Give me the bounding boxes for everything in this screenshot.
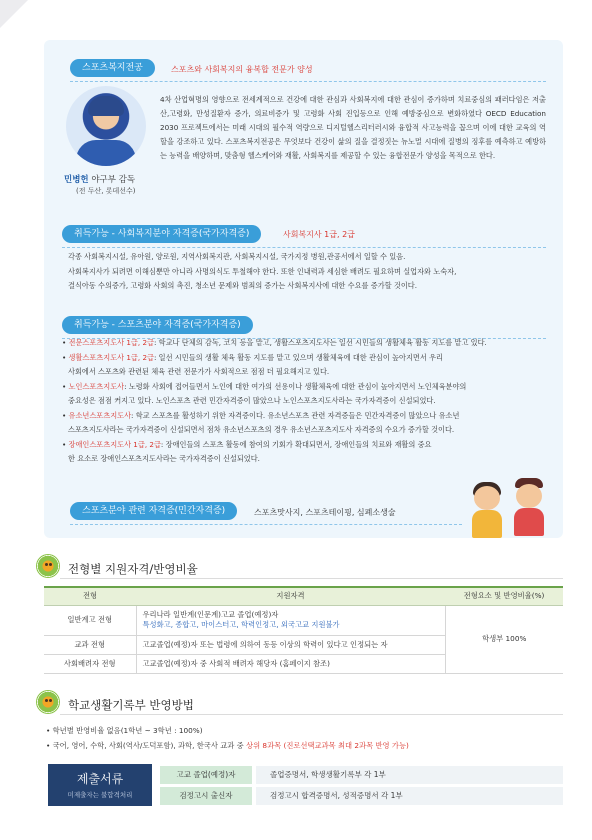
cert-item: • 생활스포츠지도사 1급, 2급: 일선 시민들의 생활 체육 활동 지도를 맡고 있으며 생활체육에 대한 관심이 높아지면서 우리 [62,352,443,362]
major-description: 4차 산업혁명의 영향으로 전세계적으로 건강에 대한 관심과 사회복지에 대한 관심이 증가하며 치료중심의 패러다임은 저출산,고령화, 만성질환자 증가, 의료비증가 및 고령화 사회 진입등으로 인해 예방중심으로 변화하였다 OECD Education 2030 프로젝트에서는 미래 시대의 필수적 역량으로 디지털헬스리터러시와 융합적 사고능력을 꼽으며 이에 대한 교육의 역할을 강조하고 있다. 스포츠복지전공은 무엇보다 건강이 삶의 질을 결정짓는 뉴노멀 시대에 질병의 징후를 예측하고 예방하는 능력을 배양하며, 맞춤형 헬스케어와 재활, 사회복지를 제공할 수 있는 융합전문가 양성을 목적으로 한다. [160,95,546,160]
column-header: 전형요소 및 반영비율(%) [445,587,563,605]
cert-item: • 노인스포츠지도사: 노령화 사회에 접어들면서 노인에 대한 여가의 선용이나 생활체육에 대한 관심이 높아지면서 노인체육분야의 [62,381,467,391]
private-cert-pill: 스포츠분야 관련 자격증(민간자격증) [70,502,237,520]
coach-helmet [88,96,124,116]
qual-restriction: 특성화고, 종합고, 마이스터고, 학력인정고, 외국고교 지원불가 [142,620,340,629]
cert-item: • 장애인스포츠지도사 1급, 2급: 장애인들의 스포츠 활동에 참여의 기회가 확대되면서, 장애인들의 치료와 재활의 중요 [62,439,432,449]
cert-item: • 유소년스포츠지도사: 학교 스포츠를 활성하기 위한 자격증이다. 유소년스포츠 관련 자격증들은 민간자격증이 많았으나 유소년 [62,410,460,420]
qual-cell [136,605,445,635]
social-cert-note: 사회복지사 1급, 2급 [283,230,355,239]
divider [60,714,563,715]
required-docs: 졸업증명서, 학생생활기록부 각 1부 [256,766,563,784]
cert-label: 생활스포츠지도사 1급, 2급 [68,352,154,362]
cert-text: 중요성은 점점 커지고 있다. 노인스포츠 관련 민간자격증이 많았으나 노인스포츠지도사라는 국가자격증이 신설되었다. [68,396,436,405]
cert-text: : 학교 스포츠를 활성하기 위한 자격증이다. 유소년스포츠 관련 자격증들은 민간자격증이 많았으나 유소년 [131,410,460,420]
major-subtitle: 스포츠와 사회복지의 융복합 전문가 양성 [171,65,313,74]
flower-icon [36,690,60,714]
table-row [44,605,563,635]
qual-text: 우리나라 일반계(인문계)고교 졸업(예정)자 [142,610,279,619]
coach-role: 야구부 감독 [91,175,136,185]
qual-cell: 고교졸업(예정)자 중 사회적 배려자 해당자 (홈페이지 참조) [136,654,445,673]
type-cell: 일반계고 전형 [44,605,136,635]
kid-shirt [514,508,544,536]
cert-text: : 학교나 단체의 감독, 코치 등을 맡고, 생활스포츠지도사는 일선 시민들의 생활체육 활동 지도를 맡고 있다. [153,338,487,347]
record-section-title: 학교생활기록부 반영방법 [68,698,194,712]
flower-icon [36,554,60,578]
text-line: 각종 사회복지시설, 유아원, 양로원, 지역사회복지관, 사회복지시설, 국가지정 병원,관공서에서 일할 수 있음. [68,252,406,261]
divider [60,578,563,579]
applicant-type: 검정고시 출신자 [160,787,252,805]
cert-text: 스포츠지도사라는 국가자격증이 신설되면서 점차 유소년스포츠의 경우 유소년스포츠지도사 자격증의 수요가 증가할 것이다. [68,425,455,434]
kid-shirt [472,510,502,538]
record-rule-text: • 국어, 영어, 수학, 사회(역사/도덕포함), 과학, 한국사 교과 중 [46,741,247,750]
cert-label: 유소년스포츠지도사 [68,410,132,420]
score-cell: 학생부 100% [445,605,563,673]
required-docs: 검정고시 합격증명서, 성적증명서 각 1부 [256,787,563,805]
sport-cert-pill: 취득가능 - 스포츠분야 자격증(국가자격증) [62,316,253,334]
record-rule-2 [46,741,409,751]
coach-name: 민병헌 [64,175,89,185]
divider [62,247,546,248]
record-rule-1: • 학년별 반영비율 없음(1학년 ~ 3학년 : 100%) [46,726,203,735]
kid-face [516,484,542,508]
private-cert-list: 스포츠맛사지, 스포츠테이핑, 심폐소생술 [254,508,396,517]
kid-face [474,486,500,510]
text-line: 사회복지사가 되려면 이해심뿐만 아니라 사명의식도 투철해야 한다. 또한 인내력과 세심한 배려도 필요하며 실업자와 노숙자, [68,266,457,276]
applicant-type: 고교 졸업(예정)자 [160,766,252,784]
cert-label: 장애인스포츠지도사 1급, 2급 [68,439,161,449]
ratio-table [44,586,563,674]
column-header: 전형 [44,587,136,605]
coach-previous-teams: (전 두산, 롯데선수) [76,187,136,195]
cert-text: : 노령화 사회에 접어들면서 노인에 대한 여가의 선용이나 생활체육에 대한 관심이 높아지면서 노인체육분야의 [124,381,467,391]
cert-label: 전문스포츠지도사 1급, 2급 [68,338,154,347]
submission-box [48,764,152,806]
qual-cell: 고교졸업(예정)자 또는 법령에 의하여 동등 이상의 학력이 있다고 인정되는 자 [136,635,445,654]
corner-fold [0,0,28,28]
kid-illustration [470,478,504,538]
cert-label: 노인스포츠지도사 [68,381,125,391]
record-rule-highlight: 상위 8과목 (진로선택교과목 최대 2과목 반영 가능) [246,741,409,750]
kid-illustration [512,476,546,536]
cert-text: 한 요소로 장애인스포츠지도사라는 국가자격증이 신설되었다. [68,454,260,463]
coach-jersey [76,140,136,166]
submission-title: 제출서류 [76,772,124,786]
cert-text: : 일선 시민들의 생활 체육 활동 지도를 맡고 있으며 생활체육에 대한 관심이 높아지면서 우리 [153,352,443,362]
social-cert-text [68,250,456,294]
sport-cert-list [62,336,546,467]
coach-caption [64,173,135,185]
type-cell: 사회배려자 전형 [44,654,136,673]
cert-text: : 장애인들의 스포츠 활동에 참여의 기회가 확대되면서, 장애인들의 치료와 재활의 중요 [160,439,432,449]
major-pill: 스포츠복지전공 [70,59,155,77]
table-header-row [44,587,563,605]
cert-item: • 전문스포츠지도사 1급, 2급: 학교나 단체의 감독, 코치 등을 맡고, 생활스포츠지도사는 일선 시민들의 생활체육 활동 지도를 맡고 있다. [62,338,487,347]
submission-note: 미제출자는 불합격처리 [67,791,133,799]
column-header: 지원자격 [136,587,445,605]
ratio-section-title: 전형별 지원자격/반영비율 [68,562,198,576]
type-cell: 교과 전형 [44,635,136,654]
divider [70,524,462,525]
divider [70,81,546,82]
coach-photo [66,86,146,166]
cert-text: 사회에서 스포츠와 관련된 체육 관련 전문가가 사회적으로 점점 더 필요해지고 있다. [68,367,330,376]
social-cert-pill: 취득가능 - 사회복지분야 자격증(국가자격증) [62,225,261,243]
text-line: 결식아동 수의증가, 고령화 사회의 촉진, 청소년 문제와 범죄의 증가는 사회복지사에 대한 수요를 증가할 것이다. [68,281,418,290]
